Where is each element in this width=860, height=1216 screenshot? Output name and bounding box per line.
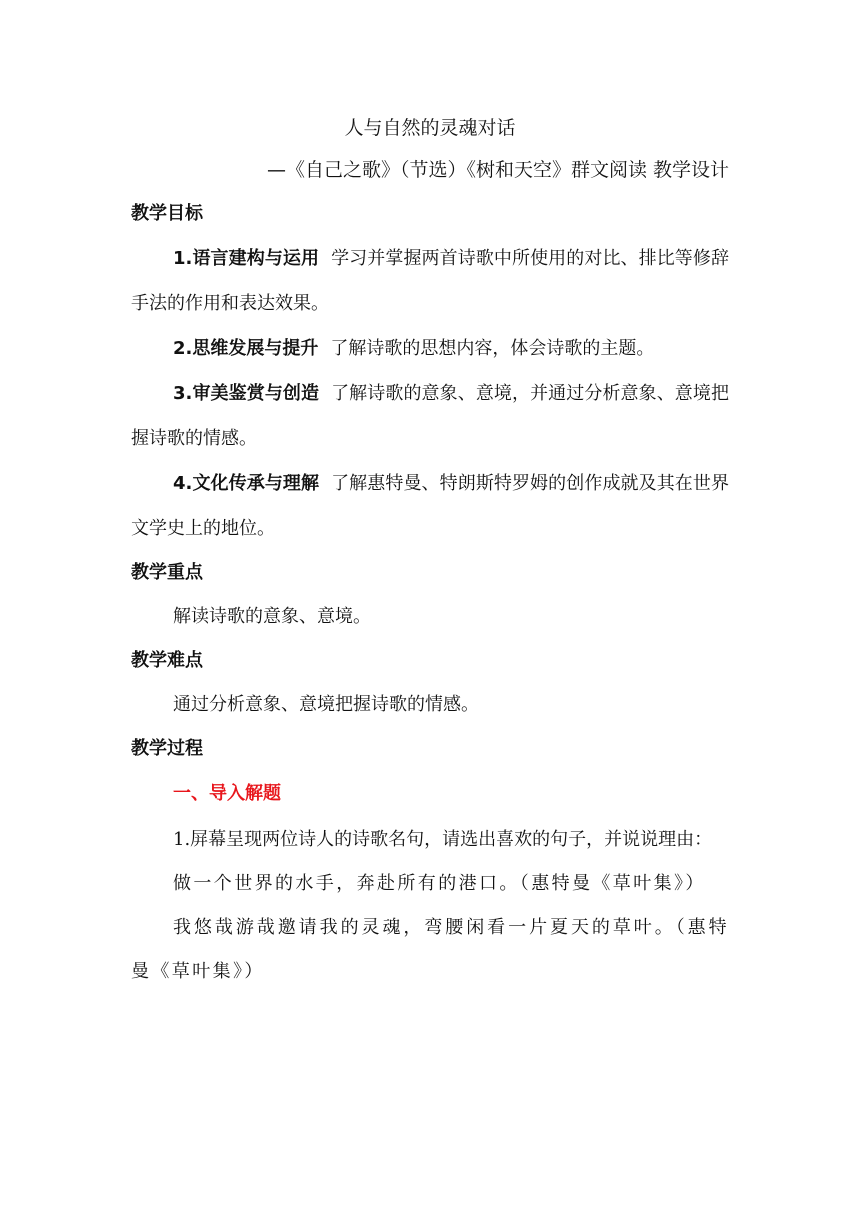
difficulty-heading: 教学难点 — [131, 650, 203, 671]
goal-label: 1.语言建构与运用 — [173, 248, 320, 269]
goal-item-3 — [131, 371, 729, 461]
goal-label: 2.思维发展与提升 — [173, 338, 319, 359]
goal-text: 了解诗歌的思想内容，体会诗歌的主题。 — [330, 338, 655, 359]
goal-text: 学习并掌握两首诗歌中所使用的对比、排比等修辞手法的作用和表达效果。 — [131, 248, 729, 314]
step1-text: 1.屏幕呈现两位诗人的诗歌名句，请选出喜欢的句子，并说说理由： — [173, 829, 713, 850]
goals-heading: 教学目标 — [131, 203, 203, 224]
goal-label: 3.审美鉴赏与创造 — [173, 383, 320, 404]
goal-item-4 — [131, 461, 729, 551]
quote-2: 我悠哉游哉邀请我的灵魂，弯腰闲看一片夏天的草叶。（惠特曼《草叶集》） — [131, 917, 729, 982]
goal-text: 了解惠特曼、特朗斯特罗姆的创作成就及其在世界文学史上的地位。 — [131, 473, 729, 539]
key-points-heading: 教学重点 — [131, 562, 203, 583]
document-subtitle: —《自己之歌》（节选）《树和天空》群文阅读 教学设计 — [266, 159, 729, 181]
quote-1: 做一个世界的水手，奔赴所有的港口。（惠特曼《草叶集》） — [173, 873, 706, 894]
goal-item-2 — [131, 326, 729, 371]
goal-text: 了解诗歌的意象、意境，并通过分析意象、意境把握诗歌的情感。 — [131, 383, 729, 449]
key-points-text: 解读诗歌的意象、意境。 — [173, 606, 371, 627]
document-body — [131, 108, 729, 994]
difficulty-text: 通过分析意象、意境把握诗歌的情感。 — [173, 694, 479, 715]
process-heading: 教学过程 — [131, 738, 203, 759]
step1-heading: 一、导入解题 — [173, 783, 281, 804]
goal-item-1 — [131, 236, 729, 326]
document-title: 人与自然的灵魂对话 — [344, 117, 516, 139]
goal-label: 4.文化传承与理解 — [173, 473, 320, 494]
